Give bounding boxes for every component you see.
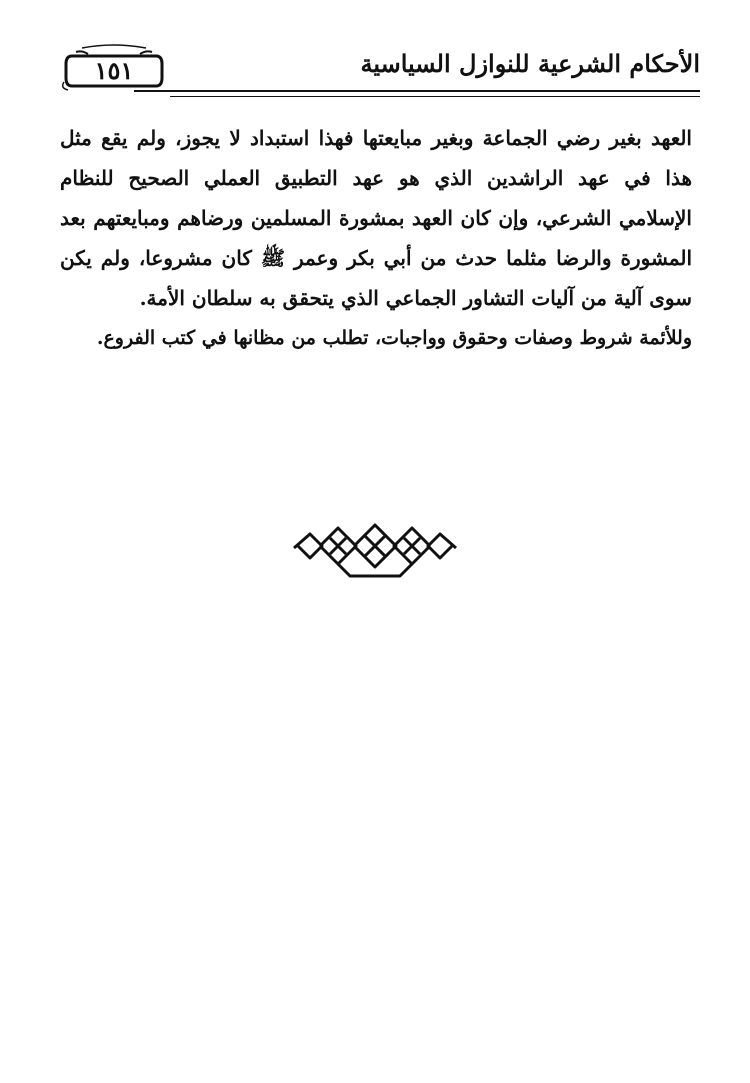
knot-ornament-icon (290, 520, 460, 580)
header-rule (134, 90, 700, 92)
page-number: ١٥١ (94, 56, 134, 85)
body-paragraph-2: وللأئمة شروط وصفات وحقوق وواجبات، تطلب من مظانها في كتب الفروع. (96, 327, 692, 349)
body-paragraph-1: العهد بغير رضي الجماعة وبغير مبايعتها فهذا استبداد لا يجوز، ولم يقع مثل هذا في عهد الراشدين الذي هو عهد التطبيق العملي الصحيح للنظام الإسلامي الشرعي، وإن كان العهد بمشورة المسلمين ورضاهم ومبايعتهم بعد المشورة والرضا مثلما حدث من أبي بكر وعمر ﷺ كان مشروعا، ولم يكن سوى آلية من آليات التشاور الجماعي الذي يتحقق به سلطان الأمة. (60, 126, 692, 310)
header-rule-thin (170, 96, 700, 97)
page-number-box (62, 52, 166, 90)
book-title: الأحكام الشرعية للنوازل السياسية (360, 49, 700, 78)
page-header (50, 40, 700, 100)
page-body (60, 118, 692, 358)
